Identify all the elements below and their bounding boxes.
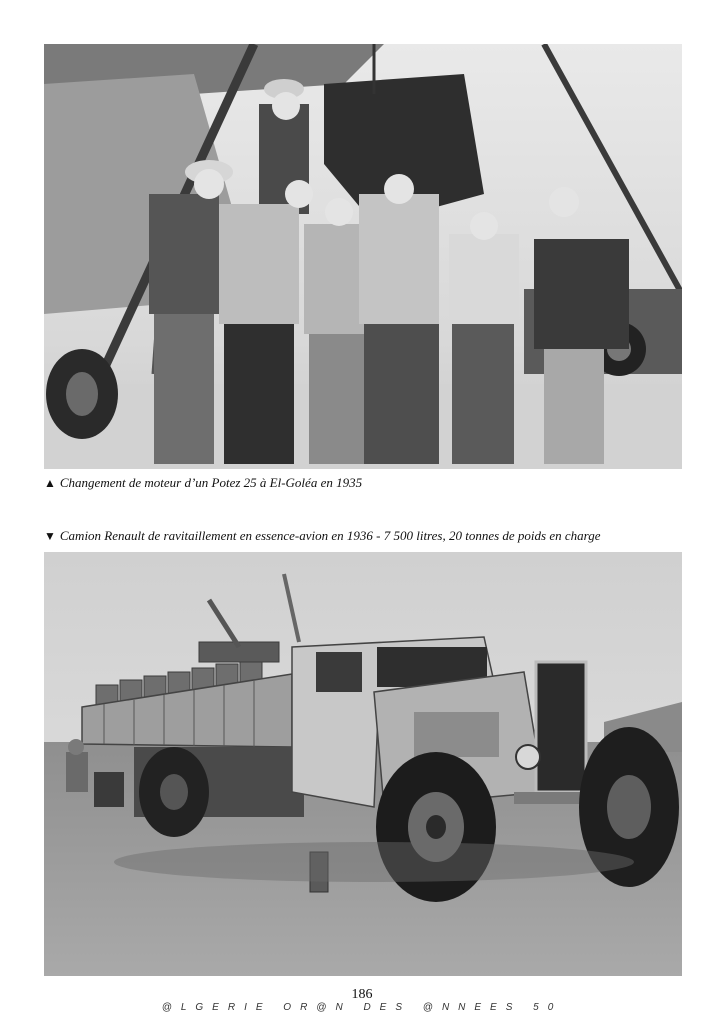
footer-title: @LGERIE OR@N DES @NNEES 50 xyxy=(161,1002,563,1013)
triangle-down-icon: ▼ xyxy=(44,529,56,543)
photo-renault-fuel-truck xyxy=(44,552,682,976)
photo-biplane-engine-change xyxy=(44,44,682,469)
triangle-up-icon: ▲ xyxy=(44,476,56,490)
photo-caption-top xyxy=(44,475,694,491)
caption-text: Changement de moteur d’un Potez 25 à El-Goléa en 1935 xyxy=(59,475,363,490)
page-number: 186 xyxy=(351,987,373,1002)
photo-caption-bottom xyxy=(44,528,694,544)
caption-text: Camion Renault de ravitaillement en essence-avion en 1936 - 7 500 litres, 20 tonnes de poids en charge xyxy=(59,528,601,543)
